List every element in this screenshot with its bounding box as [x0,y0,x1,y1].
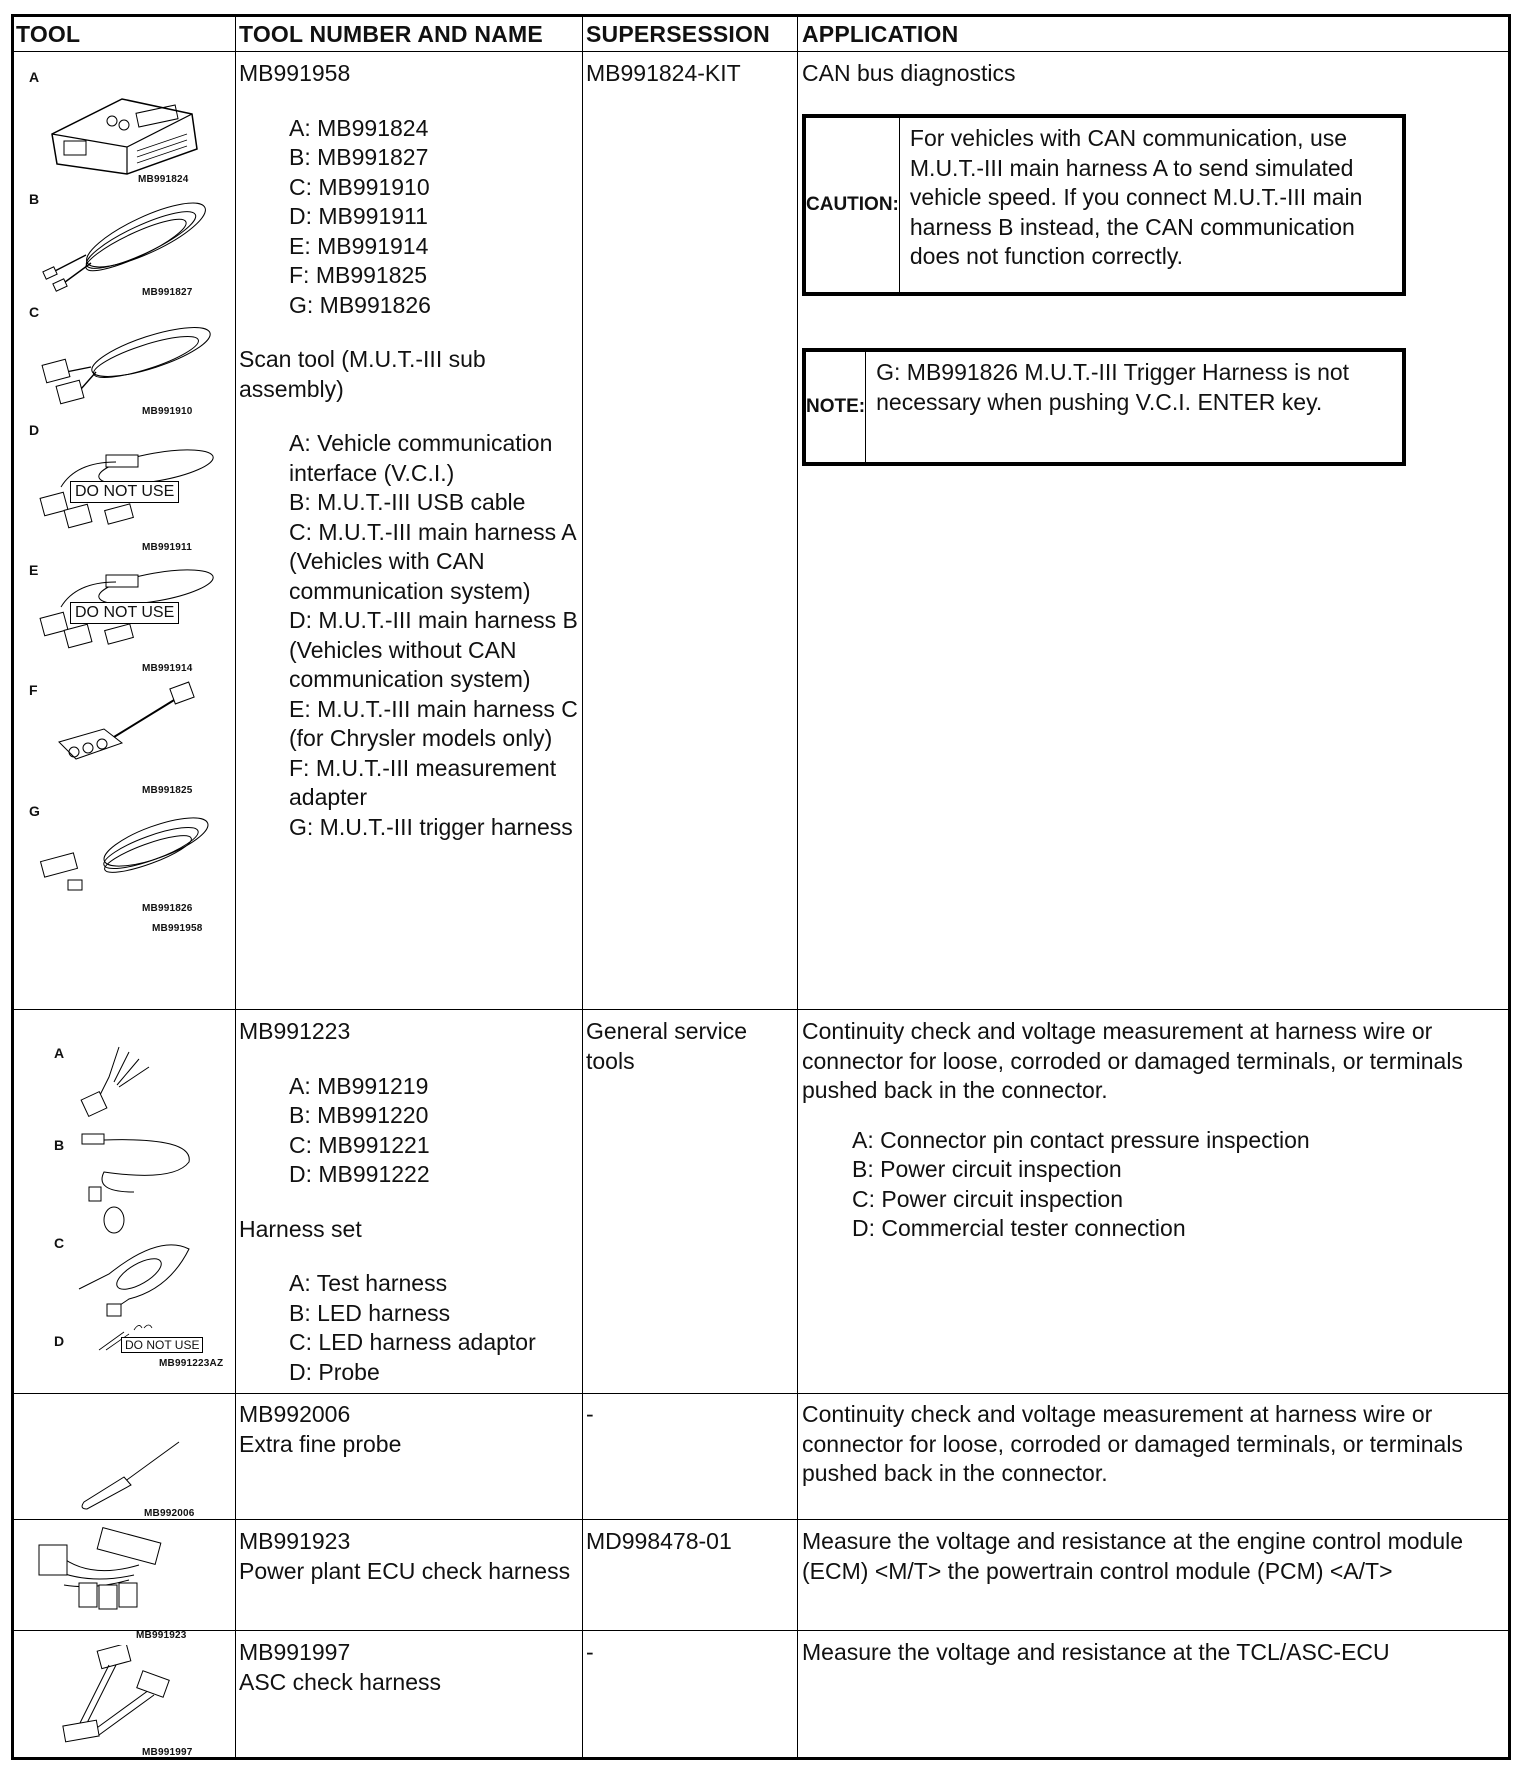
part-item: F: MB991825 [289,262,428,288]
image-letter: G [29,803,40,819]
header-application: APPLICATION [802,21,959,47]
application-list [802,1126,1502,1244]
supersession: - [586,1401,594,1427]
application: CAN bus diagnostics [802,60,1016,86]
supersession: General service tools [586,1018,748,1074]
part-number-label: MB991910 [142,406,193,417]
image-letter: F [29,682,38,698]
part-number-label: MB992006 [144,1508,195,1519]
part-number-label: MB991911 [142,542,192,553]
main-harness-a-icon [36,317,216,417]
trigger-harness-icon [36,812,216,912]
application-item: A: Connector pin contact pressure inspection [852,1126,1310,1153]
header-supersession: SUPERSESSION [586,21,770,47]
application-item: C: Power circuit inspection [852,1185,1123,1212]
part-number-label: MB991827 [142,287,193,298]
part-item: B: MB991827 [289,144,429,170]
image-letter: B [29,191,40,207]
application-item: B: Power circuit inspection [852,1156,1122,1182]
application: Continuity check and voltage measurement at harness wire or connector for loose, corroded or damaged terminals, or terminals pushed back in the connector. [802,1401,1463,1486]
image-letter: C [29,304,40,320]
usb-cable-icon [36,195,216,295]
part-list [239,114,579,321]
part-item: D: MB991222 [289,1161,430,1187]
part-number-label: MB991825 [142,785,193,796]
row-divider [14,1009,1508,1010]
component-list [239,429,579,842]
supersession: MD998478-01 [586,1528,732,1554]
image-letter: D [29,422,40,438]
image-letter: B [54,1137,65,1153]
tool-name: Power plant ECU check harness [239,1557,571,1584]
caution-label: CAUTION: [806,118,900,292]
tool-number: MB991958 [239,60,351,86]
tool-number: MB992006 [239,1401,351,1427]
asc-check-harness-icon [54,1645,194,1745]
part-item: D: MB991911 [289,203,428,229]
application: Measure the voltage and resistance at the engine control module (ECM) <M/T> the powertrain control module (PCM) <A/T> [802,1528,1464,1584]
note-box [802,348,1406,466]
tool-name: ASC check harness [239,1668,441,1695]
tool-name: Scan tool (M.U.T.-III sub assembly) [239,346,486,402]
part-number-label: MB991997 [142,1747,193,1758]
tool-number-and-name-cell [239,1400,579,1459]
do-not-use-label: DO NOT USE [70,481,179,503]
do-not-use-label: DO NOT USE [70,602,179,624]
row-divider [14,51,1508,52]
supersession: - [586,1639,594,1665]
component-item: C: M.U.T.-III main harness A (Vehicles with CAN communication system) [289,518,576,604]
part-number-label: MB991958 [152,923,203,934]
application: Measure the voltage and resistance at the TCL/ASC-ECU [802,1639,1390,1665]
note-label: NOTE: [806,352,866,462]
part-number-label: MB991223AZ [159,1358,224,1369]
component-item: A: Vehicle communication interface (V.C.I.) [289,430,553,486]
tool-number-and-name-cell [239,1638,579,1697]
measurement-adapter-icon [44,677,224,777]
tool-number-and-name-cell [239,59,579,842]
header-tool: TOOL [16,21,81,47]
image-letter: D [54,1333,65,1349]
image-letter: A [29,69,40,85]
image-letter: A [54,1045,65,1061]
test-harness-icon [69,1037,169,1127]
caution-text: For vehicles with CAN communication, use M.U.T.-III main harness A to send simulated vehicle speed. If you connect M.U.T.-III main harness B instead, the CAN communication does not function correctly. [909,125,1363,269]
tool-number: MB991923 [239,1528,351,1554]
extra-fine-probe-icon [69,1437,199,1517]
led-harness-adaptor-icon [69,1229,199,1329]
caution-box [802,114,1406,296]
part-item: A: MB991219 [289,1072,429,1099]
column-divider [235,17,236,1757]
do-not-use-label: DO NOT USE [121,1337,203,1353]
row-divider [14,1519,1508,1520]
part-item: C: MB991221 [289,1131,430,1158]
vci-device-icon [42,79,212,179]
supersession: MB991824-KIT [586,60,741,86]
component-item: B: LED harness [289,1299,451,1326]
component-item: G: M.U.T.-III trigger harness [289,813,573,840]
component-item: D: Probe [289,1358,380,1385]
row-divider [14,1393,1508,1394]
tool-name: Harness set [239,1215,362,1242]
column-divider [797,17,798,1757]
row-divider [14,1630,1508,1631]
header-tool-number-and-name: TOOL NUMBER AND NAME [239,21,543,47]
application: Continuity check and voltage measurement at harness wire or connector for loose, corroded or damaged terminals, or terminals pushed back in the connector. [802,1018,1463,1103]
part-number-label: MB991923 [136,1630,187,1641]
part-item: B: MB991220 [289,1102,429,1128]
part-item: A: MB991824 [289,114,429,141]
application-item: D: Commercial tester connection [852,1215,1186,1241]
image-letter: E [29,562,39,578]
component-item: A: Test harness [289,1270,448,1296]
part-item: C: MB991910 [289,173,430,200]
part-number-label: MB991914 [142,663,193,674]
tool-name: Extra fine probe [239,1430,402,1457]
component-item: F: M.U.T.-III measurement adapter [289,754,557,810]
part-item: E: MB991914 [289,232,429,259]
component-item: B: M.U.T.-III USB cable [289,489,526,515]
column-divider [582,17,583,1757]
tool-number-and-name-cell [239,1017,579,1387]
part-number-label: MB991826 [142,903,193,914]
special-tools-table [11,14,1511,1760]
component-item: C: LED harness adaptor [289,1329,536,1355]
part-list [239,1072,579,1190]
tool-number: MB991997 [239,1639,351,1665]
part-item: G: MB991826 [289,291,431,318]
ecu-check-harness-icon [29,1525,194,1620]
component-item: E: M.U.T.-III main harness C (for Chrysler models only) [289,695,578,751]
image-letter: C [54,1235,65,1251]
component-item: D: M.U.T.-III main harness B (Vehicles without CAN communication system) [289,607,578,692]
tool-number-and-name-cell [239,1527,579,1586]
application-cell [802,1017,1502,1244]
note-text: G: MB991826 M.U.T.-III Trigger Harness is not necessary when pushing V.C.I. ENTER key. [876,359,1350,415]
component-list [239,1269,579,1387]
part-number-label: MB991824 [138,174,189,185]
tool-number: MB991223 [239,1018,351,1044]
led-harness-icon [74,1132,204,1242]
